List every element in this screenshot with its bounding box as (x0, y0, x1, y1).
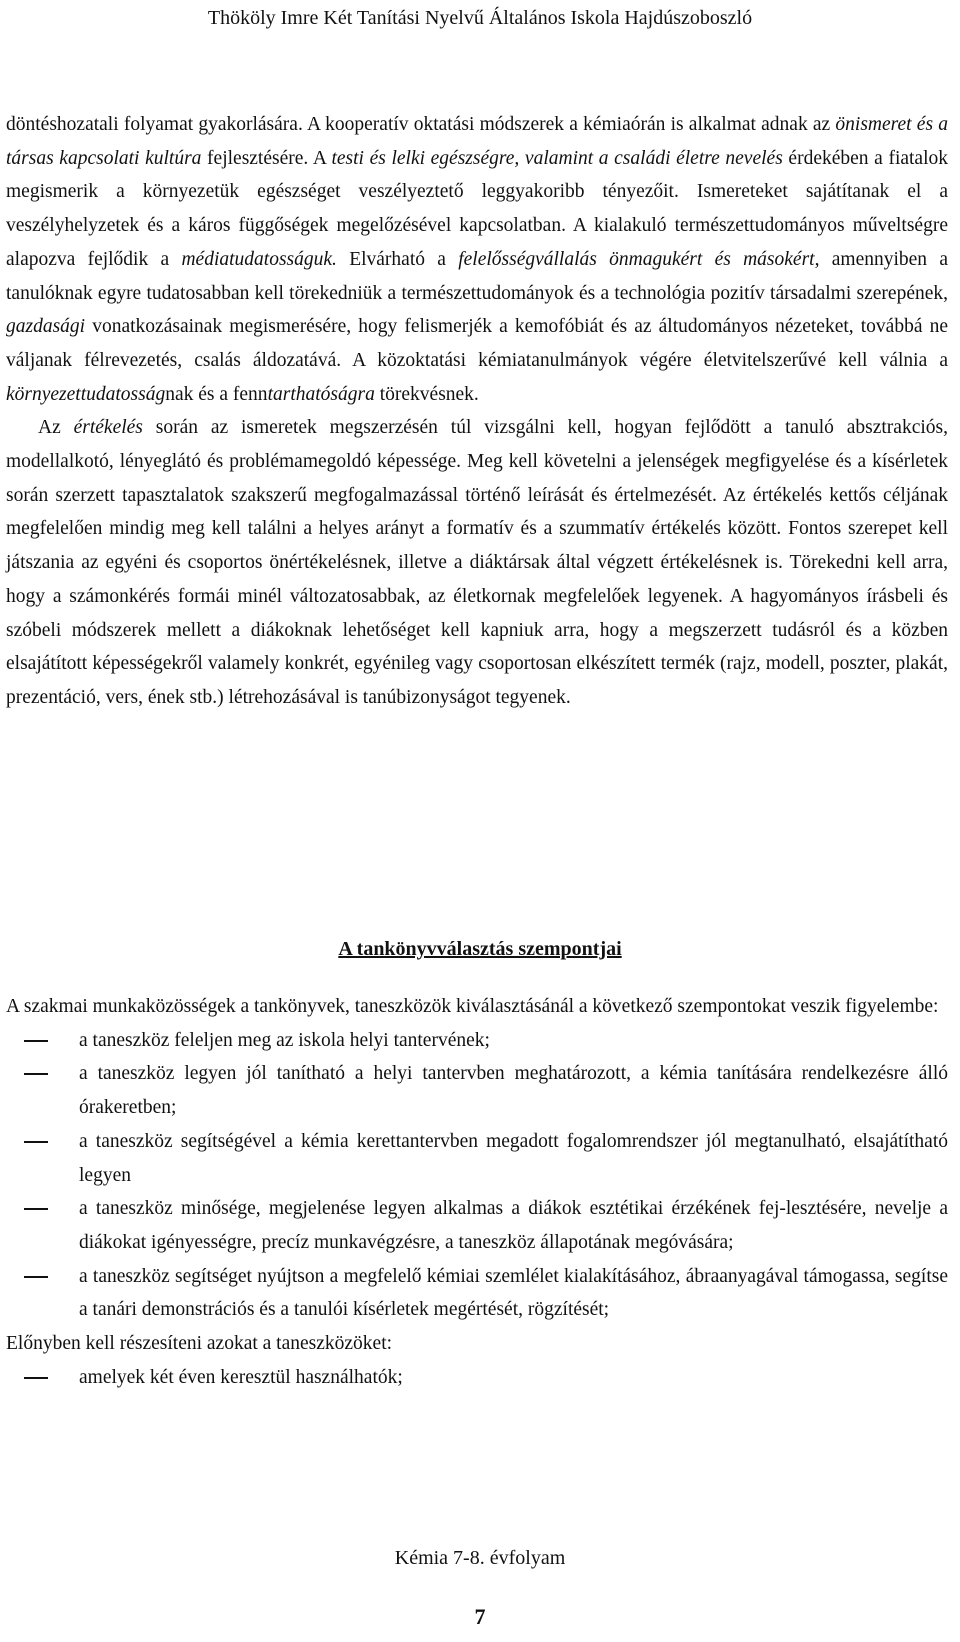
list-item: a taneszköz legyen jól tanítható a helyi tantervben meghatározott, a kémia tanítására rendelkezésre álló órakeretben; (6, 1057, 948, 1124)
criteria-list (6, 1024, 948, 1327)
dash-bullet-icon (24, 1141, 48, 1143)
preference-list (6, 1361, 948, 1395)
criteria-intro: A szakmai munkaközösségek a tankönyvek, taneszközök kiválasztásánál a következő szempontokat veszik figyelembe: (6, 996, 939, 1017)
list-item: a taneszköz feleljen meg az iskola helyi tantervének; (6, 1024, 948, 1058)
preference-intro: Előnyben kell részesíteni azokat a taneszközöket: (6, 1333, 393, 1355)
page-header: Thököly Imre Két Tanítási Nyelvű Általános Iskola Hajdúszoboszló (207, 7, 753, 29)
dash-bullet-icon (24, 1276, 48, 1278)
dash-bullet-icon (24, 1073, 48, 1075)
page-footer: Kémia 7-8. évfolyam (394, 1547, 566, 1569)
dash-bullet-icon (24, 1377, 48, 1379)
list-item: a taneszköz segítséget nyújtson a megfelelő kémiai szemlélet kialakításához, ábraanyagával támogassa, segítse a tanári demonstrációs és a tanulói kísérletek megértését, rögzítését; (6, 1260, 948, 1327)
page-number: 7 (474, 1604, 486, 1629)
dash-bullet-icon (24, 1208, 48, 1210)
section-heading: A tankönyvválasztás szempontjai (338, 938, 622, 960)
textbook-criteria-section (6, 990, 948, 1394)
body-text (6, 108, 948, 715)
paragraph-1: döntéshozatali folyamat gyakorlására. A kooperatív oktatási módszerek a kémiaórán is alkalmat adnak az önismeret és a társas kapcsolati kultúra fejlesztésére. A testi és lelki egészségre, valamint a családi életre nevelés érdekében a fiatalok megismerik a környezetük egészséget veszélyeztető leggyakoribb tényezőit. Ismereteket sajátítanak el a veszélyhelyzetek és a káros függőségek megelőzésével kapcsolatban. A kialakuló természettudományos műveltségre alapozva fejlődik a médiatudatosságuk. Elvárható a felelősségvállalás önmagukért és másokért, amennyiben a tanulóknak egyre tudatosabban kell törekedniük a természettudományok és a technológia pozitív társadalmi szerepének, gazdasági vonatkozásainak megismerésére, hogy felismerjék a kemofóbiát és az áltudományos nézeteket, továbbá ne váljanak félrevezetés, csalás áldozatává. A közoktatási kémiatanulmányok végére életvitelszerűvé kell válnia a környezettudatosságnak és a fenntarthatóságra törekvésnek. (6, 114, 949, 405)
list-item: amelyek két éven keresztül használhatók; (6, 1361, 948, 1395)
paragraph-2: Az értékelés során az ismeretek megszerzésén túl vizsgálni kell, hogyan fejlődött a tanuló absztrakciós, modellalkotó, lényeglátó és problémamegoldó képessége. Meg kell követelni a jelenségek megfigyelése és a kísérletek során szerzett tapasztalatok szakszerű megfogalmazással történő leírását és értelmezését. Az értékelés kettős céljának megfelelően mindig meg kell találni a helyes arányt a formatív és a szummatív értékelés között. Fontos szerepet kell játszania az egyéni és csoportos önértékelésnek, illetve a diáktársak által végzett értékelésnek is. Törekedni kell arra, hogy a számonkérés formái minél változatosabbak, az életkornak megfelelőek legyenek. A hagyományos írásbeli és szóbeli módszerek mellett a diákoknak lehetőséget kell kapniuk arra, hogy a megszerzett tudásról és a közben elsajátított képességekről valamely konkrét, egyénileg vagy csoportosan elkészített termék (rajz, modell, poszter, plakát, prezentáció, vers, ének stb.) létrehozásával is tanúbizonyságot tegyenek. (6, 417, 948, 708)
list-item: a taneszköz minősége, megjelenése legyen alkalmas a diákok esztétikai érzékének fej-lesztésére, nevelje a diákokat igényességre, precíz munkavégzésre, a taneszköz állapotának megóvására; (6, 1192, 948, 1259)
dash-bullet-icon (24, 1040, 48, 1042)
list-item: a taneszköz segítségével a kémia kerettantervben megadott fogalomrendszer jól megtanulható, elsajátítható legyen (6, 1125, 948, 1192)
